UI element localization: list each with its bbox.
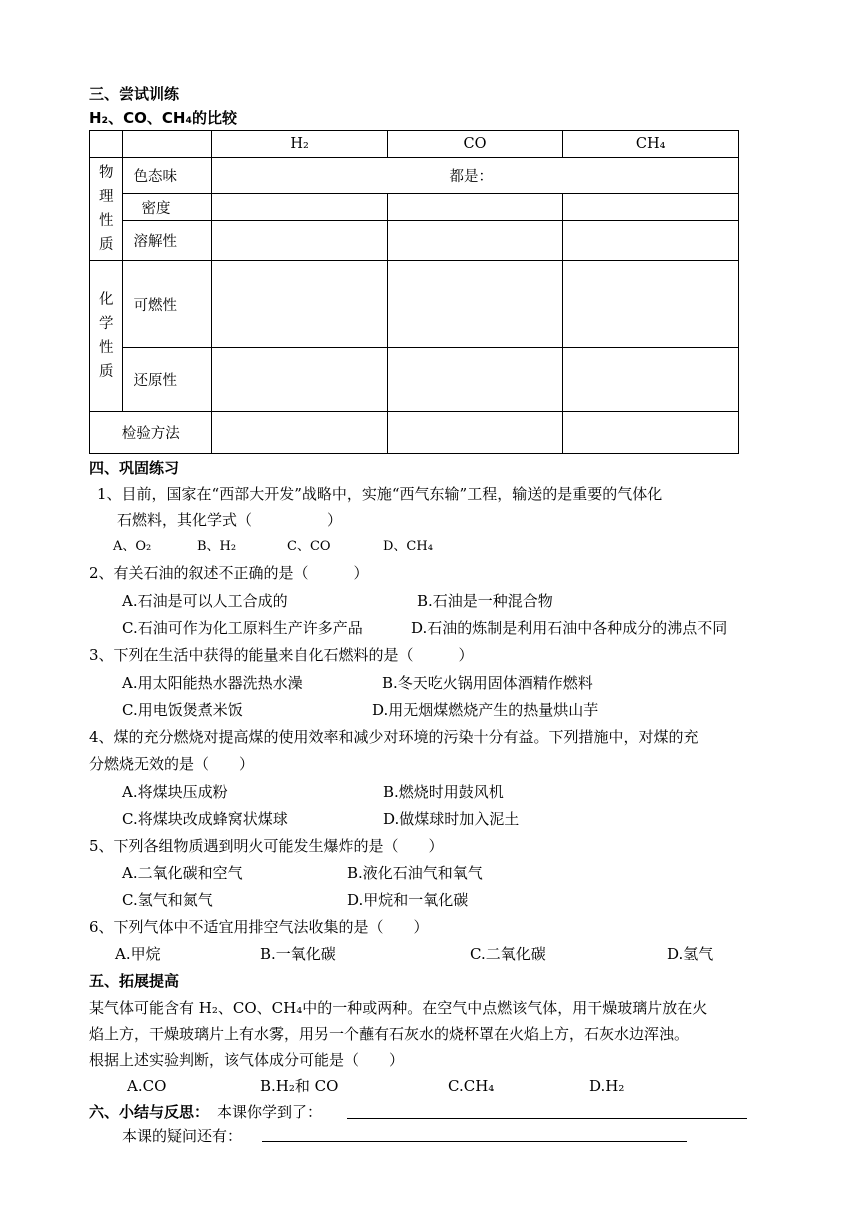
row-label-color: 色态味 — [123, 158, 212, 194]
cell-flammability-co — [387, 261, 562, 348]
learned-answer-line[interactable] — [347, 1118, 747, 1119]
q4-option-d: D.做煤球时加入泥土 — [383, 810, 520, 828]
q1-option-d: D、CH₄ — [383, 539, 433, 554]
q5-option-d: D.甲烷和一氧化碳 — [347, 891, 469, 909]
q1-option-c: C、CO — [287, 539, 331, 554]
header-empty-cell-2 — [123, 131, 212, 158]
q1-stem-line2: 石燃料，其化学式（ ） — [117, 511, 343, 529]
cell-density-h2 — [212, 194, 387, 221]
q4-option-b: B.燃烧时用鼓风机 — [383, 783, 504, 801]
q4-option-a: A.将煤块压成粉 — [122, 783, 228, 801]
cell-flammability-h2 — [212, 261, 387, 348]
table-title: H₂、CO、CH₄的比较 — [89, 109, 238, 127]
cell-density-ch4 — [563, 194, 739, 221]
q3-option-d: D.用无烟煤燃烧产生的热量烘山芋 — [372, 701, 599, 719]
row-label-flammability: 可燃性 — [123, 261, 212, 348]
q2-stem: 2、有关石油的叙述不正确的是（ ） — [89, 564, 369, 582]
group-chemical: 化学性质 — [90, 261, 123, 412]
q6-option-d: D.氢气 — [667, 945, 714, 963]
section-6-title: 六、小结与反思： — [89, 1103, 210, 1121]
q2-option-c: C.石油可作为化工原料生产许多产品 — [122, 619, 363, 637]
q5-option-a: A.二氧化碳和空气 — [122, 864, 243, 882]
cell-solubility-ch4 — [563, 221, 739, 261]
cell-reducibility-co — [387, 348, 562, 412]
cell-solubility-h2 — [212, 221, 387, 261]
section-5-option-b: B.H₂和 CO — [260, 1077, 339, 1095]
section-4-title: 四、巩固练习 — [89, 459, 180, 477]
cell-density-co — [387, 194, 562, 221]
q5-stem: 5、下列各组物质遇到明火可能发生爆炸的是（ ） — [89, 837, 444, 855]
cell-test-h2 — [212, 412, 387, 454]
q3-stem: 3、下列在生活中获得的能量来自化石燃料的是（ ） — [89, 646, 474, 664]
section-5-option-c: C.CH₄ — [448, 1077, 495, 1095]
q3-option-b: B.冬天吃火锅用固体酒精作燃料 — [382, 674, 593, 692]
q1-stem-line1: 1、目前，国家在“西部大开发”战略中，实施“西气东输”工程，输送的是重要的气体化 — [97, 485, 663, 503]
q4-stem-line2: 分燃烧无效的是（ ） — [89, 755, 255, 773]
row-label-reducibility: 还原性 — [123, 348, 212, 412]
header-h2: H₂ — [212, 131, 387, 158]
cell-reducibility-h2 — [212, 348, 387, 412]
q3-option-c: C.用电饭煲煮米饭 — [122, 701, 243, 719]
section-3-title: 三、尝试训练 — [89, 85, 180, 103]
cell-test-co — [387, 412, 562, 454]
q6-stem: 6、下列气体中不适宜用排空气法收集的是（ ） — [89, 918, 429, 936]
q1-option-b: B、H₂ — [197, 539, 237, 554]
q2-option-a: A.石油是可以人工合成的 — [122, 592, 288, 610]
row-label-test-method: 检验方法 — [90, 412, 212, 454]
section-5-line2: 焰上方，干燥玻璃片上有水雾，用另一个蘸有石灰水的烧杯罩在火焰上方，石灰水边浑浊。 — [89, 1025, 690, 1043]
table-header-row — [90, 131, 739, 158]
q1-option-a: A、O₂ — [113, 539, 152, 554]
q6-option-b: B.一氧化碳 — [260, 945, 336, 963]
row-label-solubility: 溶解性 — [123, 221, 212, 261]
cell-reducibility-ch4 — [563, 348, 739, 412]
q4-stem-line1: 4、煤的充分燃烧对提高煤的使用效率和减少对环境的污染十分有益。下列措施中，对煤的充 — [89, 728, 699, 746]
cell-flammability-ch4 — [563, 261, 739, 348]
group-physical: 物理性质 — [90, 158, 123, 261]
section-5-option-d: D.H₂ — [589, 1077, 625, 1095]
q5-option-c: C.氢气和氮气 — [122, 891, 213, 909]
color-note: 都是： — [212, 158, 739, 194]
cell-test-ch4 — [563, 412, 739, 454]
q5-option-b: B.液化石油气和氧气 — [347, 864, 483, 882]
q6-option-c: C.二氧化碳 — [470, 945, 546, 963]
section-5-title: 五、拓展提高 — [89, 972, 180, 990]
q4-option-c: C.将煤块改成蜂窝状煤球 — [122, 810, 288, 828]
q2-option-b: B.石油是一种混合物 — [417, 592, 553, 610]
cell-solubility-co — [387, 221, 562, 261]
section-5-line1: 某气体可能含有 H₂、CO、CH₄中的一种或两种。在空气中点燃该气体，用干燥玻璃片放在火 — [89, 999, 708, 1017]
section-5-option-a: A.CO — [127, 1077, 167, 1095]
header-ch4: CH₄ — [563, 131, 739, 158]
comparison-table — [89, 130, 739, 454]
questions-answer-line[interactable] — [262, 1141, 687, 1142]
learned-label: 本课你学到了： — [217, 1103, 323, 1121]
header-co: CO — [387, 131, 562, 158]
row-label-density: 密度 — [123, 194, 212, 221]
header-empty-cell — [90, 131, 123, 158]
questions-label: 本课的疑问还有： — [122, 1127, 243, 1145]
q3-option-a: A.用太阳能热水器洗热水澡 — [122, 674, 303, 692]
q2-option-d: D.石油的炼制是利用石油中各种成分的沸点不同 — [411, 619, 728, 637]
section-5-line3: 根据上述实验判断，该气体成分可能是（ ） — [89, 1051, 405, 1069]
q6-option-a: A.甲烷 — [115, 945, 161, 963]
